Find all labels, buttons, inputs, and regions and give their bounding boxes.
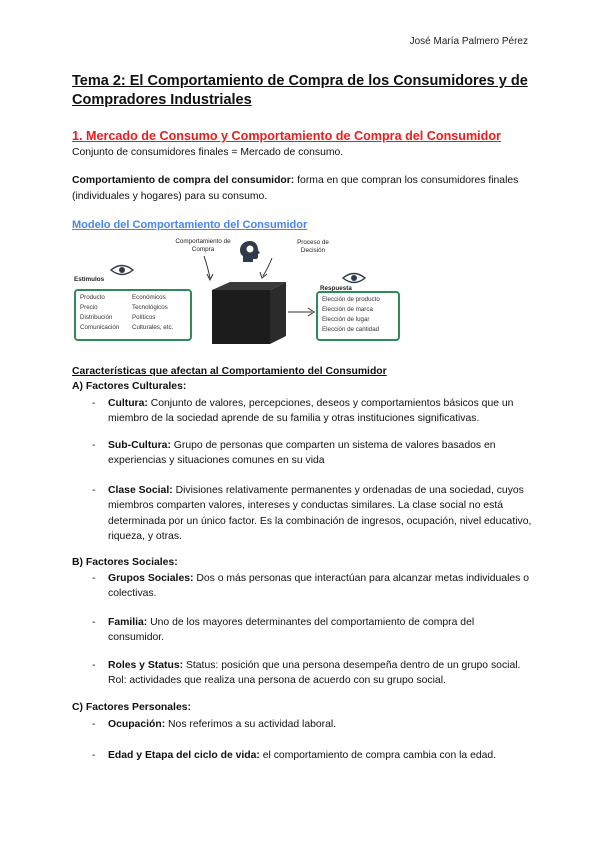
cultural-factors-heading: A) Factores Culturales: — [72, 381, 187, 392]
definition-text: forma en que compran los consumidores finales (individuales y hogares) para su consumo. — [72, 175, 519, 202]
list-item: - Clase Social: Divisiones relativamente permanentes y ordenadas de una sociedad, cuyos miembros comparten valores, intereses y conductas similares. La clase social no está determinada por un único factor. Es la combinación de ingresos, ocupación, nivel educativo, riqueza, y otras. — [92, 485, 532, 543]
stimuli-list-right: Económicos Tecnológicos Políticos Culturales, etc. — [132, 294, 174, 331]
list-item: - Roles y Status: Status: posición que una persona desempeña dentro de un grupo social. Rol: actividades que realiza una persona de acuerdo con su grupo social. — [92, 660, 521, 687]
social-factors-heading: B) Factores Sociales: — [72, 557, 178, 568]
list-item: - Familia: Uno de los mayores determinantes del comportamiento de compra del consumidor. — [92, 617, 475, 644]
consumer-market-line: Conjunto de consumidores finales = Mercado de consumo. — [72, 147, 344, 158]
label-purchase-behavior: Comportamiento de Compra — [175, 238, 231, 253]
stimuli-list-left: Producto Precio Distribución Comunicación — [80, 294, 120, 331]
factors-heading: Características que afectan al Comportamiento del Consumidor — [72, 366, 387, 377]
model-title: Modelo del Comportamiento del Consumidor — [72, 219, 308, 231]
label-response: Respuesta — [320, 285, 352, 292]
personal-factors-heading: C) Factores Personales: — [72, 702, 191, 713]
definition-label: Comportamiento de compra del consumidor: — [72, 175, 295, 186]
section-1-heading: 1. Mercado de Consumo y Comportamiento de Compra del Consumidor — [72, 129, 501, 143]
consumer-behavior-diagram — [74, 236, 414, 356]
list-item: - Cultura: Conjunto de valores, percepciones, deseos y comportamientos básicos que un miembro de la sociedad aprende de su familia y otras instituciones significativas. — [92, 398, 514, 425]
label-stimuli: Estímulos — [74, 276, 105, 283]
eye-icon — [342, 272, 366, 284]
eye-icon — [110, 264, 134, 276]
list-item: - Sub-Cultura: Grupo de personas que comparten un sistema de valores basados en experiencias y situaciones comunes en su vida — [92, 440, 496, 467]
label-decision-process: Proceso de Decisión — [297, 239, 329, 254]
black-box-icon — [208, 280, 288, 346]
response-list: Elección de producto Elección de marca Elección de lugar Elección de cantidad — [322, 296, 380, 333]
purchase-behavior-definition — [72, 173, 532, 204]
document-title: Tema 2: El Comportamiento de Compra de los Consumidores y de Compradores Industriales — [72, 73, 528, 108]
list-item: - Grupos Sociales: Dos o más personas que interactúan para alcanzar metas individuales o colectivas. — [92, 573, 530, 600]
author-name: José María Palmero Pérez — [409, 36, 528, 47]
list-item: - Edad y Etapa del ciclo de vida: el comportamiento de compra cambia con la edad. — [92, 750, 497, 761]
list-item: - Ocupación: Nos referimos a su actividad laboral. — [92, 719, 337, 730]
